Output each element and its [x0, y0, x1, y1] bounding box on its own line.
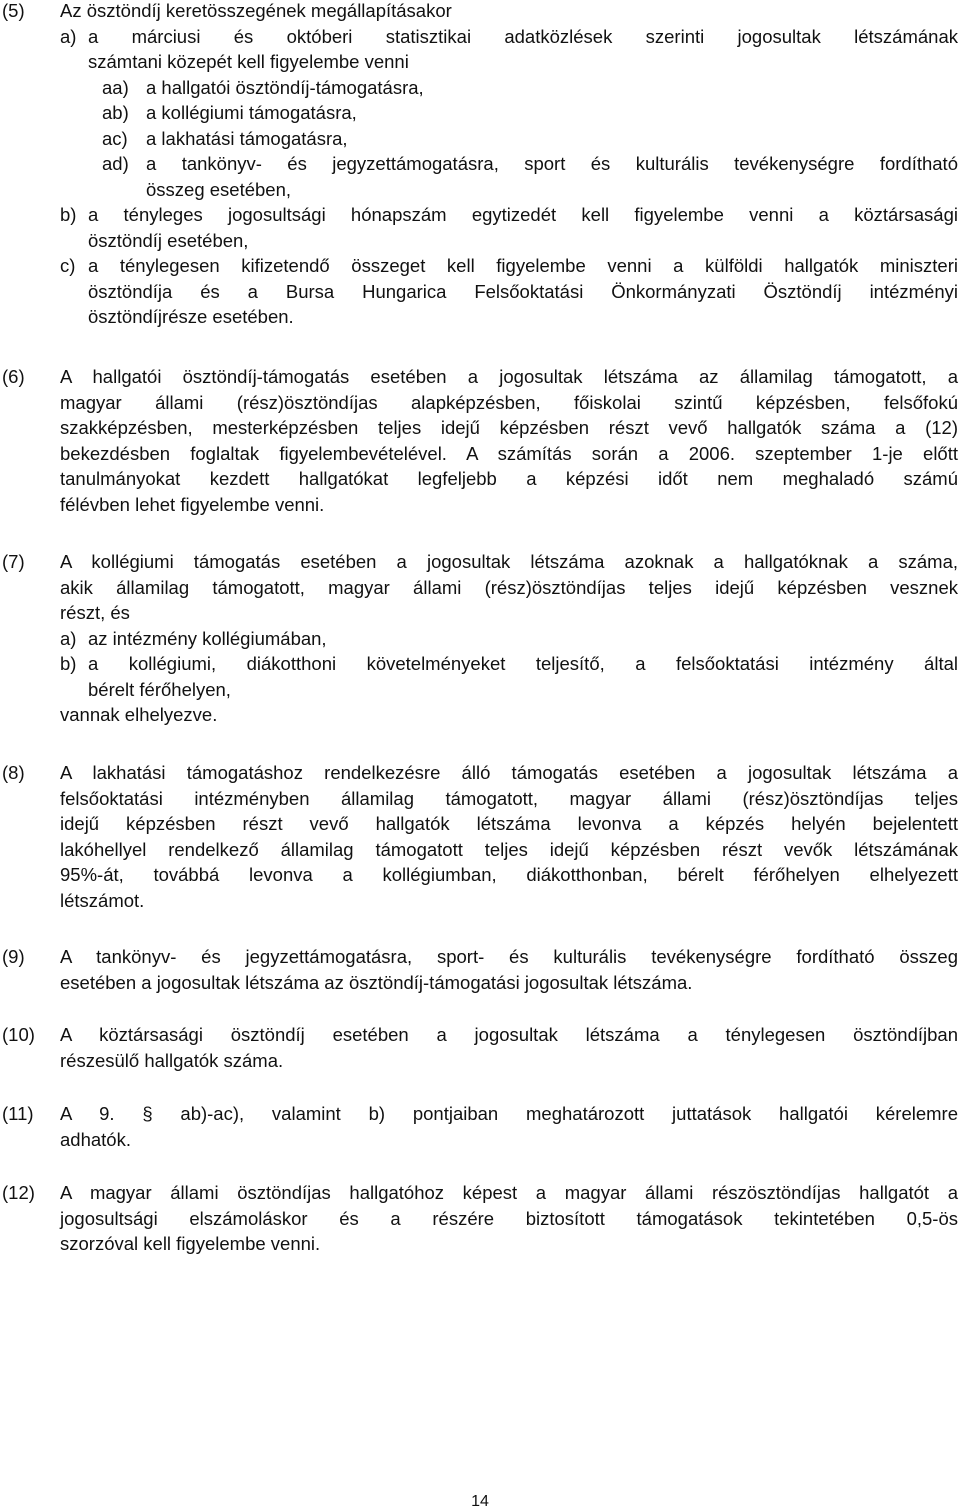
paragraph-10 [0, 1022, 958, 1073]
paragraph-number: (8) [2, 762, 25, 783]
list-label: b) [60, 204, 77, 225]
paragraph-line: bekezdésben foglaltak figyelembevételével. A számítás során a 2006. szeptember 1-je előtt [60, 442, 958, 464]
paragraph-line: akik államilag támogatott, magyar állami (rész)ösztöndíjas teljes idejű képzésben vesznek [60, 576, 958, 598]
paragraph-line: A hallgatói ösztöndíj-támogatás esetében a jogosultak létszáma az államilag támogatott, a [60, 366, 958, 387]
paragraph-line: szakképzésben, mesterképzésben teljes idejű képzésben részt vevő hallgatók száma a (12) [60, 417, 958, 438]
list-item-c [60, 253, 958, 330]
list-label: aa) [102, 76, 129, 98]
paragraph-line: vannak elhelyezve. [60, 704, 218, 725]
list-text: ösztöndíjrésze esetében. [88, 306, 294, 327]
list-text: a lakhatási támogatásra, [146, 127, 348, 149]
list-text: ösztöndíja és a Bursa Hungarica Felsőoktatási Önkormányzati Ösztöndíj intézményi [88, 280, 958, 302]
list-label: a) [60, 627, 77, 649]
paragraph-7 [0, 549, 958, 728]
paragraph-number: (9) [2, 946, 25, 967]
list-text: a hallgatói ösztöndíj-támogatásra, [146, 76, 424, 98]
list-text: a tankönyv- és jegyzettámogatásra, sport és kulturális tevékenységre fordítható [146, 153, 958, 174]
page-number: 14 [471, 1493, 489, 1510]
paragraph-line: adhatók. [60, 1128, 131, 1150]
paragraph-line: jogosultsági elszámoláskor és a részére biztosított támogatások tekintetében 0,5-ös [60, 1207, 958, 1229]
list-text: a tényleges jogosultsági hónapszám egytizedét kell figyelembe venni a köztársasági [88, 204, 958, 225]
list-item-b [60, 651, 958, 702]
paragraph-line: tanulmányokat kezdett hallgatókat legfeljebb a képzési időt nem meghaladó számú [60, 468, 958, 489]
paragraph-line: félévben lehet figyelembe venni. [60, 493, 325, 515]
paragraph-line: A lakhatási támogatáshoz rendelkezésre álló támogatás esetében a jogosultak létszáma a [60, 762, 958, 783]
paragraph-line: idejű képzésben részt vevő hallgatók létszáma levonva a képzés helyén bejelentett [60, 813, 958, 834]
paragraph-line: A kollégiumi támogatás esetében a jogosultak létszáma azoknak a hallgatóknak a száma, [60, 551, 958, 572]
list-text: a kollégiumi, diákotthoni követelményeket teljesítő, a felsőoktatási intézmény által [88, 653, 958, 674]
paragraph-line: lakóhellyel rendelkező államilag támogatott teljes idejű képzésben részt vevők létszámának [60, 838, 958, 860]
list-text: a márciusi és októberi statisztikai adatközlések szerinti jogosultak létszámának [88, 25, 958, 47]
list-label: c) [60, 255, 76, 276]
paragraph-number: (6) [2, 366, 25, 387]
list-label: ac) [102, 127, 128, 149]
list-item-ac [60, 126, 958, 152]
paragraph-line: A tankönyv- és jegyzettámogatásra, sport- és kulturális tevékenységre fordítható összeg [60, 946, 958, 967]
list-label: ab) [102, 102, 129, 123]
list-item-a [60, 626, 958, 652]
list-text: a kollégiumi támogatásra, [146, 102, 357, 123]
paragraph-line: részesülő hallgatók száma. [60, 1049, 284, 1071]
paragraph-line: felsőoktatási intézményben államilag támogatott, magyar állami (rész)ösztöndíjas teljes [60, 787, 958, 809]
list-text: számtani közepét kell figyelembe venni [88, 51, 409, 72]
paragraph-number: (11) [2, 1103, 34, 1124]
paragraph-line: A magyar állami ösztöndíjas hallgatóhoz képest a magyar állami részösztöndíjas hallgatót a [60, 1182, 958, 1203]
list-text: bérelt férőhelyen, [88, 678, 231, 700]
list-item-a [60, 24, 958, 75]
paragraph-line: A köztársasági ösztöndíj esetében a jogosultak létszáma a ténylegesen ösztöndíjban [60, 1024, 958, 1045]
paragraph-line: létszámot. [60, 889, 145, 911]
paragraph-9 [0, 944, 958, 995]
paragraph-number: (12) [2, 1182, 35, 1203]
list-item-ad [60, 151, 958, 202]
list-item-ab [60, 100, 958, 126]
paragraph-line: szorzóval kell figyelembe venni. [60, 1233, 321, 1254]
list-label: b) [60, 653, 77, 674]
paragraph-line: magyar állami (rész)ösztöndíjas alapképzésben, főiskolai szintű képzésben, felsőfokú [60, 391, 958, 413]
list-item-aa [60, 75, 958, 101]
list-label: ad) [102, 153, 129, 174]
list-item-b [60, 202, 958, 253]
list-text: ösztöndíj esetében, [88, 229, 249, 251]
paragraph-number: (10) [2, 1024, 35, 1045]
paragraph-line: 95%-át, továbbá levonva a kollégiumban, diákotthonban, bérelt férőhelyen elhelyezett [60, 864, 958, 885]
list-text: az intézmény kollégiumában, [88, 627, 327, 649]
paragraph-6 [0, 364, 958, 517]
paragraph-line: részt, és [60, 602, 130, 623]
list-text: összeg esetében, [146, 178, 292, 200]
list-label: a) [60, 25, 77, 47]
paragraph-line: esetében a jogosultak létszáma az ösztöndíj-támogatási jogosultak létszáma. [60, 971, 693, 993]
paragraph-12 [0, 1180, 958, 1257]
paragraph-8 [0, 760, 958, 913]
paragraph-number: (7) [2, 551, 25, 572]
list-text: a ténylegesen kifizetendő összeget kell figyelembe venni a külföldi hallgatók miniszteri [88, 255, 958, 276]
paragraph-11 [0, 1101, 958, 1152]
paragraph-number: (5) [2, 0, 25, 21]
paragraph-heading: Az ösztöndíj keretösszegének megállapításakor [60, 0, 452, 21]
paragraph-5 [0, 0, 958, 330]
paragraph-line: A 9. § ab)-ac), valamint b) pontjaiban meghatározott juttatások hallgatói kérelemre [60, 1103, 958, 1124]
